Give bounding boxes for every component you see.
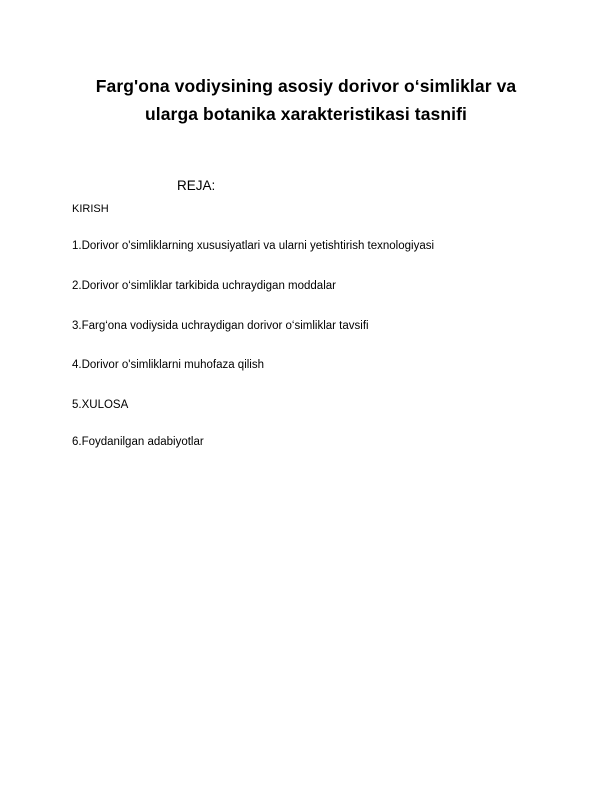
title-line-2: ularga botanika xarakteristikasi tasnifi — [144, 104, 468, 124]
intro-heading: KIRISH — [72, 203, 109, 215]
plan-item: 2.Dorivor o‘simliklar tarkibida uchraydigan moddalar — [72, 280, 336, 292]
plan-heading: REJA: — [177, 178, 216, 193]
title-line-1: Farg'ona vodiysining asosiy dorivor o‘simliklar va — [95, 76, 517, 96]
plan-item: 6.Foydanilgan adabiyotlar — [72, 436, 204, 448]
plan-item: 4.Dorivor o'simliklarni muhofaza qilish — [72, 359, 265, 371]
document-title — [60, 72, 552, 128]
plan-item: 5.XULOSA — [72, 399, 129, 411]
plan-item: 3.Farg‘ona vodiysida uchraydigan dorivor o‘simliklar tavsifi — [72, 320, 369, 332]
plan-item: 1.Dorivor o'simliklarning xususiyatlari va ularni yetishtirish texnologiyasi — [72, 240, 435, 252]
